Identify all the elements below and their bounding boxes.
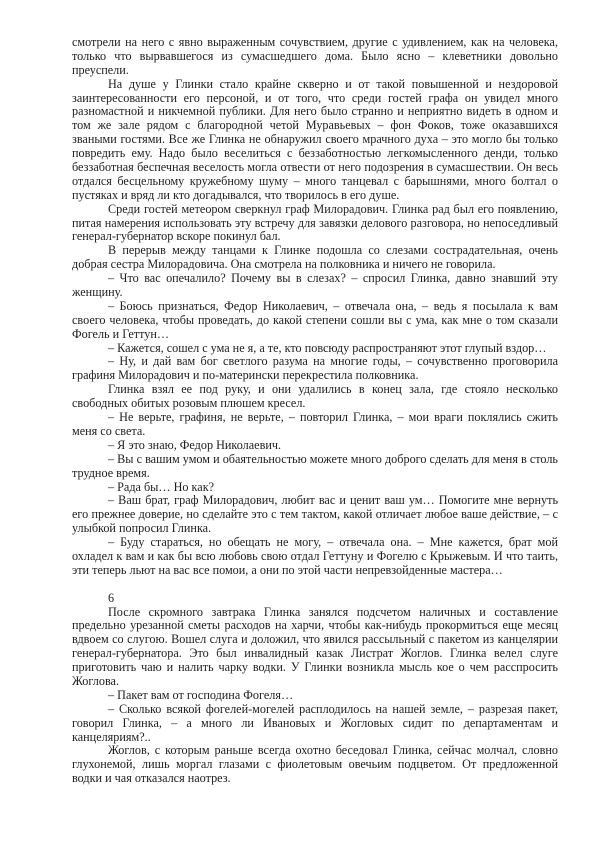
text-line: – Вы с вашим умом и обаятельностью можете много доброго сделать для меня в столь [108, 451, 558, 466]
text-line: – Буду стараться, но обещать не могу, – отвечала она. – Мне кажется, брат мой [108, 535, 558, 550]
text-line: После скромного завтрака Глинка занялся подсчетом наличных и составление [108, 604, 558, 619]
text-line: вдвоем со слугою. Вошел слуга и доложил, что явился рассыльный с пакетом из канцелярии [72, 632, 558, 647]
text-line: своего человека, чтобы проведать, до какой степени сошли вы с ума, как мне о том сказали [72, 312, 558, 327]
text-line: предельно урезанной сметы расходов на харчи, чтобы как-нибудь прокормиться еще месяц [72, 618, 558, 633]
text-line: том же зале рядом с благородной четой Муравьевых – фон Фоков, тоже оказавшихся [72, 118, 558, 133]
text-section-after [72, 606, 558, 787]
text-line: – Кажется, сошел с ума не я, а те, кто повсюду распространяют этот глупый вздор… [108, 340, 547, 355]
paragraph [72, 606, 558, 689]
text-line: пустяках и вряд ли кто догадывался, что творилось в его душе. [72, 187, 400, 202]
paragraph [72, 439, 558, 453]
paragraph [72, 689, 558, 703]
paragraph [72, 703, 558, 745]
text-line: В перерыв между танцами к Глинке подошла со слезами сострадательная, очень [108, 243, 558, 258]
paragraph [72, 494, 558, 536]
text-line: отдался бесцельному кружебному шуму – много танцевал с барышнями, много болтал о [72, 173, 558, 188]
chapter-number: 6 [108, 590, 115, 605]
text-line: смотрели на него с явно выраженным сочувствием, другие с удивлением, как на человека, [72, 35, 558, 49]
text-line: – Ну, и дай вам бог светлого разума на многие годы, – сочувственно проговорила [108, 354, 558, 369]
paragraph [72, 203, 558, 245]
text-line: его прежнее доверие, но сделайте это с тем тактом, какой отличает любое ваше действие, – с [72, 507, 558, 522]
text-line: питая намерения использовать эту встречу для завязки делового разговора, но непоседливый [72, 215, 558, 230]
text-line: Жоглова. [72, 673, 119, 688]
document-page [72, 36, 558, 786]
paragraph [72, 744, 558, 786]
text-line: – Пакет вам от господина Фогеля… [108, 687, 294, 702]
text-line: свободных обитых розовым плюшем кресел. [72, 396, 306, 411]
text-line: только что вырвавшегося из сумасшедшего дома. Было ясно – клеветники довольно [72, 48, 558, 63]
text-line: На душе у Глинки стало крайне скверно и от такой повышенной и нездоровой [108, 76, 558, 91]
text-line: трудное время. [72, 465, 150, 480]
text-line: охладел к вам и как бы всю любовь свою отдал Геттуну и Фогелю с Крыжевым. И что таить, [72, 548, 558, 563]
text-line: канцеляриям?.. [72, 729, 151, 744]
paragraph [72, 300, 558, 342]
text-line: зваными гостями. Все же Глинка не обнаружил своего мрачного духа – это могло бы только [72, 132, 558, 147]
text-line: Жоглов, с которым раньше всегда охотно беседовал Глинка, сейчас молчал, словно [108, 743, 558, 758]
paragraph [72, 355, 558, 383]
paragraph [72, 536, 558, 578]
paragraph [72, 383, 558, 411]
text-line: преуспели. [72, 62, 129, 77]
text-line: эти теперь льют на вас все помои, а они по этой части непревзойденные мастера… [72, 562, 503, 577]
text-line: генерал-губернатор вскоре покинул бал. [72, 229, 281, 244]
paragraph [72, 244, 558, 272]
text-line: графиня Милорадович и по-матерински перекрестила полковника. [72, 368, 419, 383]
paragraph [72, 36, 558, 78]
text-line: – Боюсь признаться, Федор Николаевич, – отвечала она, – ведь я посылала к вам [108, 298, 558, 313]
paragraph [72, 453, 558, 481]
paragraph [72, 272, 558, 300]
text-line: заинтересованности его персоной, и от того, что среди гостей графа он увидел много [72, 90, 558, 105]
text-line: глухонемой, лишь моргал глазами с фиолетовым овечьим подцветом. От предложенной [72, 757, 558, 772]
text-section-before [72, 36, 558, 578]
text-line: водки и чая отказался наотрез. [72, 771, 231, 786]
text-line: – Не верьте, графиня, не верьте, – повторил Глинка, – мои враги поклялись сжить [108, 410, 558, 425]
text-line: разномастной и никчемной публики. Для него было странно и неприятно видеть в одном и [72, 104, 558, 119]
text-line: повредить ему. Надо было веселиться с беззаботностью легкомысленного денди, только [72, 146, 558, 161]
text-line: женщину. [72, 285, 123, 300]
text-line: добрая сестра Милорадовича. Она смотрела на полковника и ничего не говорила. [72, 257, 496, 272]
text-line: улыбкой попросил Глинка. [72, 521, 212, 536]
blank-line [72, 578, 558, 592]
text-line: генерал-губернатора. Это был инвалидный казак Листрат Жоглов. Глинка велел слуге [72, 646, 558, 661]
paragraph [72, 342, 558, 356]
text-line: говорил Глинка, – а много ли Ивановых и Жогловых сидит по департаментам и [72, 715, 558, 730]
paragraph [72, 78, 558, 203]
paragraph [72, 481, 558, 495]
text-line: Среди гостей метеором сверкнул граф Милорадович. Глинка рад был его появлению, [108, 201, 558, 216]
text-line: – Я это знаю, Федор Николаевич. [108, 437, 282, 452]
text-line: – Что вас опечалило? Почему вы в слезах? – спросил Глинка, давно знавший эту [108, 271, 558, 286]
text-line: Глинка взял ее под руку, и они удалились в конец зала, где стояло несколько [108, 382, 558, 397]
text-line: приготовить чаю и налить чарку водки. У Глинки возникла мысль кое о чем расспросить [72, 660, 558, 675]
text-line: Фогель и Геттун… [72, 326, 170, 341]
paragraph [72, 411, 558, 439]
text-line: меня со света. [72, 423, 146, 438]
text-line: – Сколько всякой фогелей-могелей расплодилось на нашей земле, – разрезая пакет, [108, 701, 558, 716]
text-line: беззаботная беспечная веселость могла отвести от него подозрения в сумасшествии. Он весь [72, 160, 558, 175]
text-line: – Рада бы… Но как? [108, 479, 215, 494]
text-line: – Ваш брат, граф Милорадович, любит вас и ценит ваш ум… Помогите мне вернуть [108, 493, 558, 508]
